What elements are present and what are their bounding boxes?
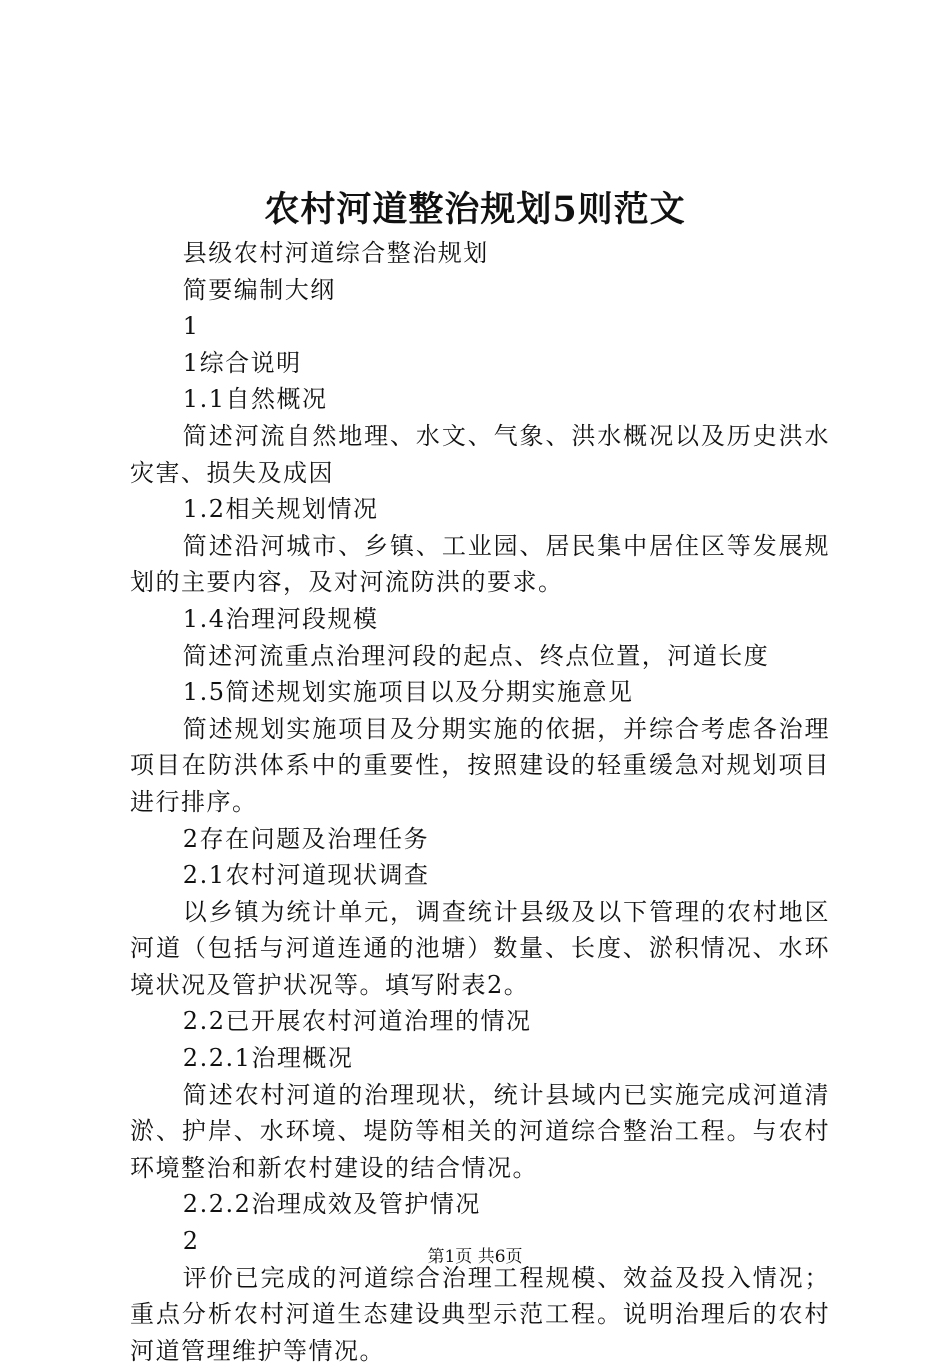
paragraph: 简述农村河道的治理现状，统计县域内已实施完成河道清淤、护岸、水环境、堤防等相关的河道综合整治工程。与农村环境整治和新农村建设的结合情况。 [130,1080,830,1182]
section-heading: 1综合说明 [182,348,302,377]
section-heading: 1.2相关规划情况 [182,495,379,524]
section-heading: 2.2.2治理成效及管护情况 [182,1190,481,1219]
paragraph: 简要编制大纲 [182,275,336,304]
document-title: 农村河道整治规划5则范文 [264,189,686,230]
paragraph: 评价已完成的河道综合治理工程规模、效益及投入情况；重点分析农村河道生态建设典型示范工程。说明治理后的农村河道管理维护等情况。 [130,1263,830,1365]
paragraph: 简述沿河城市、乡镇、工业园、居民集中居住区等发展规划的主要内容，及对河流防洪的要求。 [130,531,830,597]
paragraph: 2 [182,1227,200,1256]
document-body [130,235,830,1369]
section-heading: 2存在问题及治理任务 [182,824,430,853]
paragraph: 简述河流自然地理、水文、气象、洪水概况以及历史洪水灾害、损失及成因 [130,421,830,487]
paragraph: 以乡镇为统计单元，调查统计县级及以下管理的农村地区河道（包括与河道连通的池塘）数量、长度、淤积情况、水环境状况及管护状况等。填写附表2。 [130,897,830,999]
page-footer: 第1页 共6页 [427,1247,523,1267]
section-heading: 1.5简述规划实施项目以及分期实施意见 [182,678,634,707]
paragraph: 县级农村河道综合整治规划 [182,239,489,267]
paragraph: 简述规划实施项目及分期实施的依据，并综合考虑各治理项目在防洪体系中的重要性，按照建设的轻重缓急对规划项目进行排序。 [130,714,830,816]
paragraph: 简述河流重点治理河段的起点、终点位置，河道长度 [182,641,770,670]
section-heading: 2.2.1治理概况 [182,1044,354,1073]
section-heading: 2.1农村河道现状调查 [182,861,430,890]
section-heading: 1.4治理河段规模 [182,604,379,633]
paragraph: 1 [182,312,200,341]
section-heading: 1.1自然概况 [182,385,328,414]
section-heading: 2.2已开展农村河道治理的情况 [182,1007,532,1036]
